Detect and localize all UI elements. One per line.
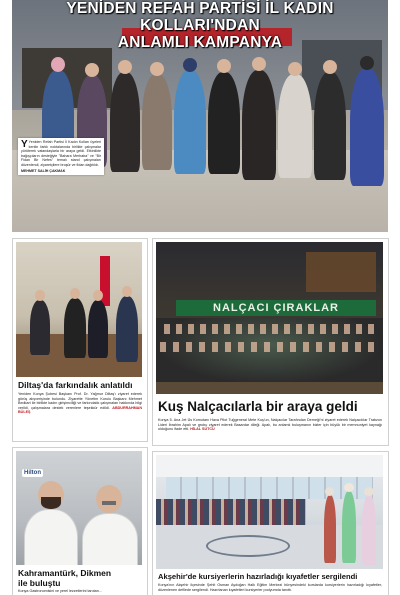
kahramanturk-body: Konya Gastronomisini ve yerel lezzetlerini tanıtan...: [18, 589, 102, 593]
top-story-headline: [12, 0, 388, 51]
model-head: [325, 487, 334, 496]
diltas-photo: [16, 242, 142, 377]
model-head: [364, 487, 374, 496]
chef-beard: [41, 497, 61, 509]
aksehir-body: Konya'nın Akşehir ilçesinde Şehit Osman Aydoğan Halk Eğitim Merkezi bünyesindeki kurslarda kursiyerlerin hazırladığı kıyafetler, düzenlenen defilede sergilendi. Hazırlanan kıyafetleri kursiyerler podyumda tanıttı.: [158, 583, 382, 592]
person-head: [183, 58, 197, 72]
person: [64, 298, 86, 358]
crowd-row: [164, 324, 374, 334]
diltas-byline: ABDURRAHMAN BÜLEŞ: [18, 405, 142, 415]
chef-moustache: [102, 501, 116, 505]
diltas-body: [18, 392, 142, 415]
person-head: [35, 290, 45, 301]
person-head: [51, 57, 65, 72]
person: [174, 70, 206, 174]
audience: [156, 499, 306, 525]
person-head: [217, 59, 231, 73]
windows: [166, 477, 373, 499]
nalcaci-title: Kuş Nalçacılarla bir araya geldi: [158, 399, 358, 414]
top-story-caption: [18, 138, 104, 175]
building-lights: [306, 252, 376, 292]
headline-line-2: ANLAMLI KAMPANYA: [117, 34, 283, 51]
person-head: [93, 290, 103, 301]
nalcaci-photo: [156, 242, 383, 394]
person: [350, 68, 384, 186]
person-head: [85, 63, 99, 77]
model-head: [344, 483, 354, 492]
person: [142, 74, 172, 170]
person-head: [360, 56, 374, 70]
nalcaci-body: [158, 418, 382, 432]
kahramanturk-title: [18, 568, 144, 588]
diltas-body-text: Yeniden Konya Şubesi Başkanı Prof. Dr. Yağmur Diltaş'ı ziyaret ederek görüş alışverişinde bulundu. Ziyarette Yönetim Kurulu Başkanı Mehmet Bedkart ile birlikte kadın girişimciliği ve farkındalık çalışmaları hakkında bilgi verildi, çalışmalara destek verenlere teşekkür edildi.: [18, 392, 142, 410]
hilton-sign: Hilton: [24, 470, 41, 476]
person: [208, 72, 240, 174]
model: [324, 495, 336, 563]
kahramanturk-title-line-2: ile buluştu: [18, 578, 61, 588]
person: [278, 74, 312, 178]
person-head: [150, 62, 164, 76]
person-head: [70, 288, 80, 299]
aksehir-photo: [156, 455, 383, 569]
nalcaci-body-text: Konya 5. Ana Jet Üs Komutanı Hava Pilot Tuğgeneral Mete Kuş'un, Nalçacılar Tarafından Derneği'ni ziyaret ederek Nalçacılılar Trabzon Lideri İbrahim Apalı ve grubu ziyaret ederek Basardar dileği. Apalı, bu anlamlı buluşmanın bizler için büyük bir memnuniyet kaynağı olduğunu ifade etti.: [158, 418, 382, 432]
crowd-row: [160, 342, 378, 352]
chef: [24, 509, 78, 565]
person-head: [122, 286, 132, 297]
person: [116, 296, 138, 362]
aksehir-title: Akşehir'de kursiyerlerin hazırladığı kıyafetler sergilendi: [158, 572, 358, 581]
ceiling: [156, 455, 383, 477]
caption-text: Yeniden Refah Partisi İl Kadın Kolları üyeleri kentin farklı noktalarında birlikte çalışmalar yürüterek vatandaşlarla bir araya geldi. Etkinlikte bağışçıların desteğiyle "Bahara Merhaba" ve "Bir Fidan Bir Nefes" temalı stand çalışmaları düzenlendi, ziyaretçilere broşür ve fidan dağıtıldı.: [21, 140, 101, 167]
caption-byline: MEHMET SALİH ÇAKMAK: [21, 168, 66, 173]
runway-circle: [206, 535, 290, 557]
person-head: [288, 62, 302, 76]
headline-line-1: YENİDEN REFAH PARTİSİ İL KADIN KOLLARI'NDAN: [66, 0, 334, 34]
kahramanturk-photo: [16, 451, 142, 565]
ground: [156, 382, 383, 394]
person: [88, 300, 108, 358]
person-head: [118, 60, 132, 74]
person-head: [252, 57, 266, 71]
kahramanturk-title-line-1: Kahramantürk, Dikmen: [18, 568, 112, 578]
person: [314, 72, 346, 180]
person: [110, 72, 140, 172]
chef-head: [96, 485, 122, 513]
person: [30, 300, 50, 355]
person: [242, 70, 276, 180]
nalcaci-sign: NALÇACI ÇIRAKLAR: [176, 300, 376, 316]
nalcaci-byline: HİLAL SÜTCÜ: [190, 427, 215, 432]
model: [342, 491, 356, 563]
chef: [82, 513, 138, 565]
person-head: [323, 60, 337, 74]
diltas-title: Diltaş'da farkındalık anlatıldı: [18, 380, 133, 390]
model: [362, 495, 376, 565]
dropcap: Y: [21, 139, 28, 150]
